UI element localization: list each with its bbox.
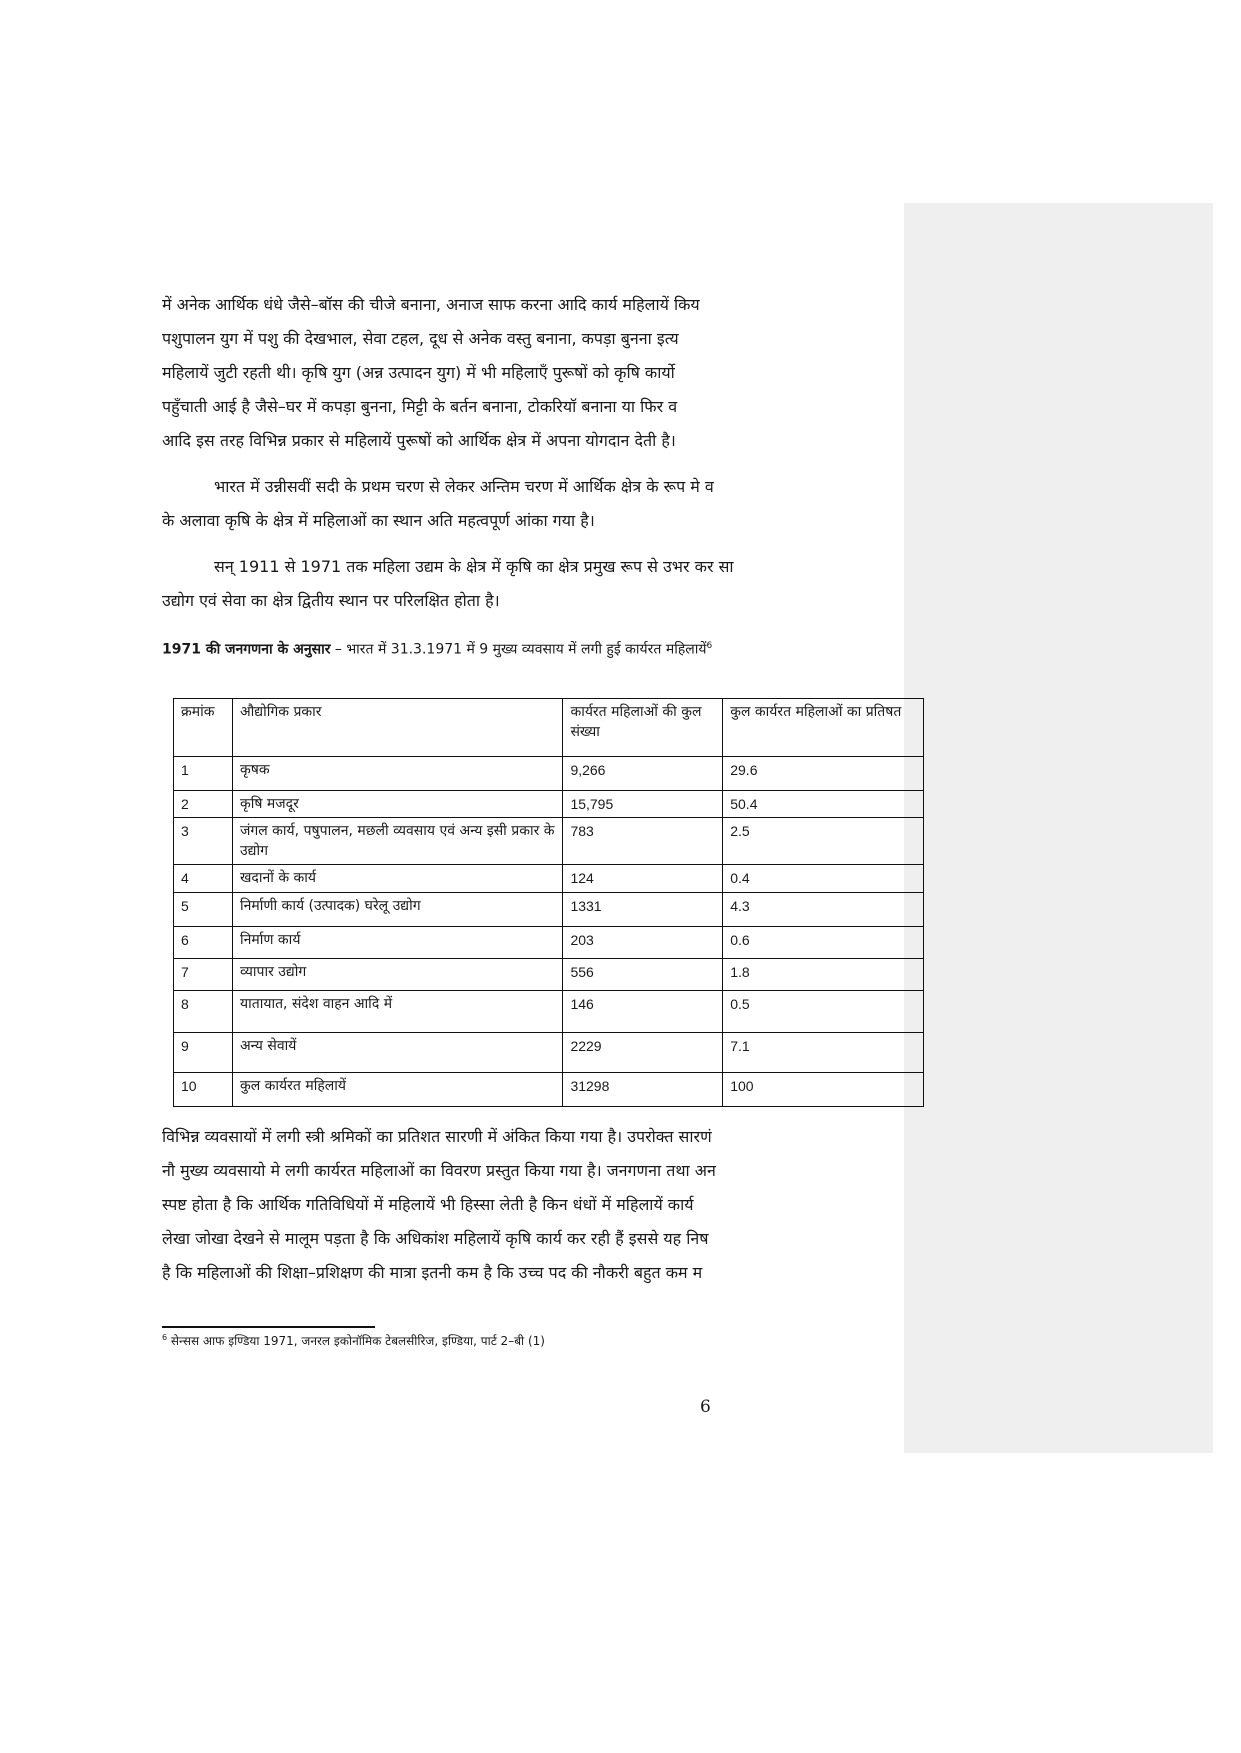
header-industry-type: औद्योगिक प्रकार xyxy=(232,699,562,757)
cell-count: 1331 xyxy=(563,893,723,927)
cell-count: 556 xyxy=(563,959,723,991)
table-row xyxy=(174,991,924,1033)
cell-percent: 100 xyxy=(723,1073,924,1107)
cell-count: 146 xyxy=(563,991,723,1033)
text-line: उद्योग एवं सेवा का क्षेत्र द्वितीय स्थान पर परिलक्षित होता है। xyxy=(162,591,500,610)
footnote xyxy=(162,1332,545,1349)
text-line: विभिन्न व्यवसायों में लगी स्त्री श्रमिकों का प्रतिशत सारणी में अंकित किया गया है। उपरोक्त सारणं xyxy=(162,1127,712,1146)
header-total-women: कार्यरत महिलाओं की कुल संख्या xyxy=(563,699,723,757)
cell-percent: 0.6 xyxy=(723,927,924,959)
table-row xyxy=(174,757,924,791)
cell-percent: 0.5 xyxy=(723,991,924,1033)
text-line: पहुँचाती आई है जैसे–घर में कपड़ा बुनना, मिट्टी के बर्तन बनाना, टोकरियॉ बनाना या फिर व xyxy=(162,397,678,416)
cell-industry: कृषक xyxy=(232,757,562,791)
table-row xyxy=(174,865,924,893)
table-row xyxy=(174,959,924,991)
cell-count: 783 xyxy=(563,818,723,865)
footnote-text: सेन्सस आफ इण्डिया 1971, जनरल इकोनॉमिक टेबलसीरिज, इण्डिया, पार्ट 2–बी (1) xyxy=(167,1334,545,1348)
table-caption-text: – भारत में 31.3.1971 में 9 मुख्य व्यवसाय में लगी हुई कार्यरत महिलायें xyxy=(330,641,707,658)
text-line: लेखा जोखा देखने से मालूम पड़ता है कि अधिकांश महिलायें कृषि कार्य कर रही हैं इससे यह निष xyxy=(162,1229,709,1248)
cell-serial: 3 xyxy=(174,818,233,865)
table-row xyxy=(174,927,924,959)
cell-industry: व्यापार उद्योग xyxy=(232,959,562,991)
comment-margin-pane xyxy=(904,203,1213,1453)
body-text-bottom xyxy=(162,1120,904,1290)
cell-serial: 9 xyxy=(174,1033,233,1073)
header-percentage: कुल कार्यरत महिलाओं का प्रतिषत xyxy=(723,699,924,757)
text-line: पशुपालन युग में पशु की देखभाल, सेवा टहल, दूध से अनेक वस्तु बनाना, कपड़ा बुनना इत्य xyxy=(162,329,679,348)
text-line: नौ मुख्य व्यवसायो मे लगी कार्यरत महिलाओं का विवरण प्रस्तुत किया गया है। जनगणना तथा अन xyxy=(162,1161,716,1180)
census-table xyxy=(173,698,924,1107)
text-line: के अलावा कृषि के क्षेत्र में महिलाओं का स्थान अति महत्वपूर्ण आंका गया है। xyxy=(162,511,595,530)
cell-percent: 1.8 xyxy=(723,959,924,991)
text-line: में अनेक आर्थिक धंधे जैसे–बॉस की चीजे बनाना, अनाज साफ करना आदि कार्य महिलायें किय xyxy=(162,295,700,314)
cell-industry: यातायात, संदेश वाहन आदि में xyxy=(232,991,562,1033)
cell-serial: 2 xyxy=(174,791,233,818)
cell-industry: अन्य सेवायें xyxy=(232,1033,562,1073)
cell-serial: 7 xyxy=(174,959,233,991)
cell-serial: 1 xyxy=(174,757,233,791)
cell-industry: निर्माणी कार्य (उत्पादक) घरेलू उद्योग xyxy=(232,893,562,927)
paragraph-table-analysis xyxy=(162,1120,904,1290)
paragraph-1911-1971 xyxy=(162,550,904,618)
cell-percent: 0.4 xyxy=(723,865,924,893)
table-row xyxy=(174,1073,924,1107)
text-line: स्पष्ट होता है कि आर्थिक गतिविधियों में महिलायें भी हिस्सा लेती है किन धंधों में महिलायें कार्य xyxy=(162,1195,694,1214)
table-caption xyxy=(162,636,904,660)
text-line: महिलायें जुटी रहती थी। कृषि युग (अन्न उत्पादन युग) में भी महिलाएँ पुरूषों को कृषि कार्यो xyxy=(162,363,675,382)
body-text-top xyxy=(162,288,904,660)
text-line: सन् 1911 से 1971 तक महिला उद्यम के क्षेत्र में कृषि का क्षेत्र प्रमुख रूप से उभर कर सा xyxy=(214,557,734,576)
header-serial: क्रमांक xyxy=(174,699,233,757)
table-row xyxy=(174,893,924,927)
table-row xyxy=(174,1033,924,1073)
table-header-row xyxy=(174,699,924,757)
cell-percent: 4.3 xyxy=(723,893,924,927)
cell-count: 31298 xyxy=(563,1073,723,1107)
paragraph-nineteenth-century xyxy=(162,470,904,538)
cell-serial: 5 xyxy=(174,893,233,927)
text-line: है कि महिलाओं की शिक्षा–प्रशिक्षण की मात्रा इतनी कम है कि उच्च पद की नौकरी बहुत कम म xyxy=(162,1263,703,1282)
cell-industry: कृषि मजदूर xyxy=(232,791,562,818)
text-line: भारत में उन्नीसवीं सदी के प्रथम चरण से लेकर अन्तिम चरण में आर्थिक क्षेत्र के रूप मे व xyxy=(214,477,714,496)
table-caption-bold: 1971 की जनगणना के अनुसार xyxy=(162,641,331,658)
cell-serial: 8 xyxy=(174,991,233,1033)
cell-count: 2229 xyxy=(563,1033,723,1073)
cell-count: 124 xyxy=(563,865,723,893)
cell-count: 203 xyxy=(563,927,723,959)
cell-industry: कुल कार्यरत महिलायें xyxy=(232,1073,562,1107)
cell-percent: 29.6 xyxy=(723,757,924,791)
census-table-container xyxy=(173,698,924,1107)
footnote-number: 6 xyxy=(162,1333,168,1342)
cell-count: 9,266 xyxy=(563,757,723,791)
cell-industry: जंगल कार्य, पषुपालन, मछली व्यवसाय एवं अन्य इसी प्रकार के उद्योग xyxy=(232,818,562,865)
cell-industry: खदानों के कार्य xyxy=(232,865,562,893)
page-number: 6 xyxy=(700,1397,711,1417)
table-row xyxy=(174,818,924,865)
footnote-ref: 6 xyxy=(706,641,713,651)
cell-serial: 6 xyxy=(174,927,233,959)
cell-percent: 50.4 xyxy=(723,791,924,818)
cell-serial: 10 xyxy=(174,1073,233,1107)
footnote-separator xyxy=(162,1326,375,1328)
cell-serial: 4 xyxy=(174,865,233,893)
cell-percent: 7.1 xyxy=(723,1033,924,1073)
table-row xyxy=(174,791,924,818)
cell-industry: निर्माण कार्य xyxy=(232,927,562,959)
text-line: आदि इस तरह विभिन्न प्रकार से महिलायें पुरूषों को आर्थिक क्षेत्र में अपना योगदान देती है। xyxy=(162,431,676,450)
cell-percent: 2.5 xyxy=(723,818,924,865)
cell-count: 15,795 xyxy=(563,791,723,818)
paragraph-economic-activities xyxy=(162,288,904,458)
